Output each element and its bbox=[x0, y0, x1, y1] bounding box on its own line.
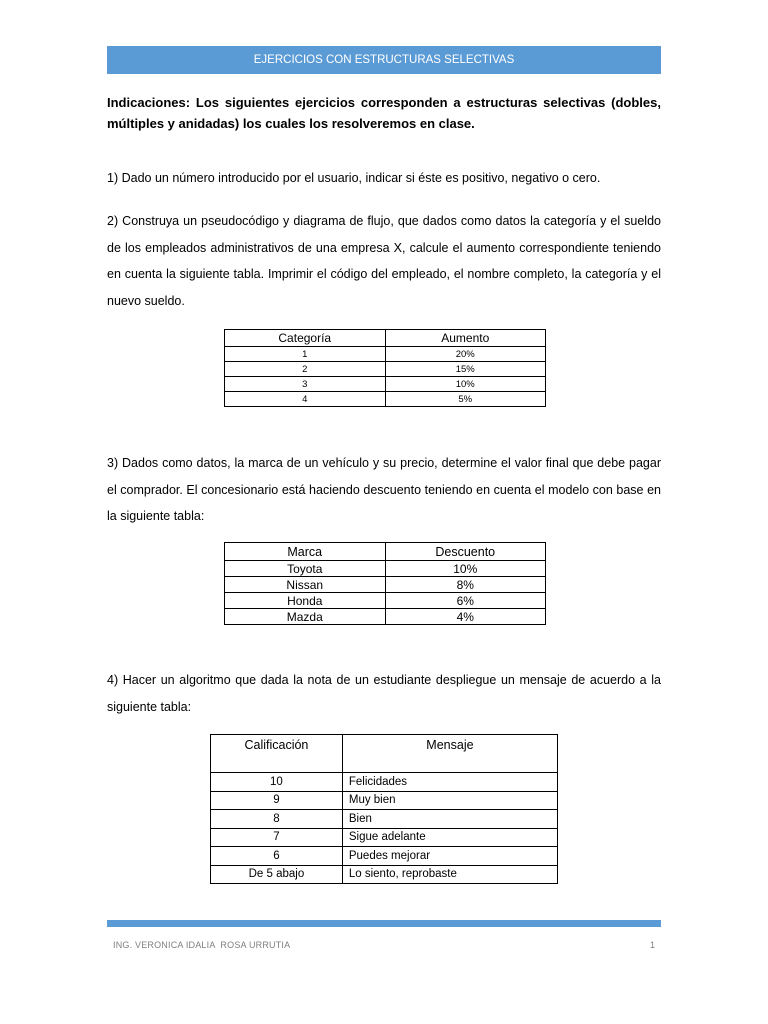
page-number: 1 bbox=[650, 940, 656, 950]
table-row bbox=[225, 362, 546, 377]
table-cell: 6 bbox=[211, 847, 343, 866]
table-cell: 10 bbox=[211, 773, 343, 792]
table-cell: 6% bbox=[385, 593, 546, 609]
table-row bbox=[211, 828, 558, 847]
table-cell: Puedes mejorar bbox=[342, 847, 557, 866]
table-cell: 1 bbox=[225, 347, 386, 362]
footer-divider bbox=[107, 920, 661, 927]
document-title: EJERCICIOS CON ESTRUCTURAS SELECTIVAS bbox=[107, 46, 661, 74]
brand-discount-table bbox=[224, 542, 546, 625]
table-cell: Bien bbox=[342, 810, 557, 829]
table-row bbox=[225, 377, 546, 392]
table-cell: 5% bbox=[385, 392, 546, 407]
table-header-row bbox=[225, 330, 546, 347]
table-header-cell: Marca bbox=[225, 543, 386, 561]
table-cell: 8 bbox=[211, 810, 343, 829]
table-cell: Mazda bbox=[225, 609, 386, 625]
table-row bbox=[225, 561, 546, 577]
table-row bbox=[225, 347, 546, 362]
table-cell: Nissan bbox=[225, 577, 386, 593]
table-cell: Muy bien bbox=[342, 791, 557, 810]
grade-message-table bbox=[210, 734, 558, 884]
exercise-4-text: 4) Hacer un algoritmo que dada la nota de un estudiante despliegue un mensaje de acuerdo a la siguiente tabla: bbox=[107, 673, 661, 714]
table-cell: 10% bbox=[385, 377, 546, 392]
exercise-3-text: 3) Dados como datos, la marca de un vehículo y su precio, determine el valor final que debe pagar el comprador. El concesionario está haciendo descuento teniendo en cuenta el modelo con base en la siguiente tabla: bbox=[107, 456, 661, 523]
table-cell: 4 bbox=[225, 392, 386, 407]
table-cell: 7 bbox=[211, 828, 343, 847]
exercise-2-text: 2) Construya un pseudocódigo y diagrama de flujo, que dados como datos la categoría y el sueldo de los empleados administrativos de una empresa X, calcule el aumento correspondiente teniendo en cuenta la siguiente tabla. Imprimir el código del empleado, el nombre completo, la categoría y el nuevo sueldo. bbox=[107, 214, 661, 308]
table-row bbox=[225, 593, 546, 609]
table-header-cell: Aumento bbox=[385, 330, 546, 347]
table-header-row bbox=[211, 735, 558, 773]
table-cell: Honda bbox=[225, 593, 386, 609]
table-cell: Sigue adelante bbox=[342, 828, 557, 847]
table-cell: Felicidades bbox=[342, 773, 557, 792]
table-cell: Lo siento, reprobaste bbox=[342, 865, 557, 884]
table-cell: De 5 abajo bbox=[211, 865, 343, 884]
table-row bbox=[211, 865, 558, 884]
table-cell: 2 bbox=[225, 362, 386, 377]
table-cell: 10% bbox=[385, 561, 546, 577]
table-row bbox=[211, 810, 558, 829]
table-row bbox=[211, 773, 558, 792]
table-header-cell: Categoría bbox=[225, 330, 386, 347]
exercise-1-text: 1) Dado un número introducido por el usuario, indicar si éste es positivo, negativo o cero. bbox=[107, 171, 601, 185]
table-row bbox=[225, 609, 546, 625]
table-cell: Toyota bbox=[225, 561, 386, 577]
table-cell: 3 bbox=[225, 377, 386, 392]
table-row bbox=[211, 791, 558, 810]
table-cell: 15% bbox=[385, 362, 546, 377]
table-row bbox=[225, 392, 546, 407]
table-cell: 20% bbox=[385, 347, 546, 362]
table-header-cell: Calificación bbox=[211, 735, 343, 773]
table-cell: 8% bbox=[385, 577, 546, 593]
table-cell: 9 bbox=[211, 791, 343, 810]
table-row bbox=[225, 577, 546, 593]
instructions-paragraph: Indicaciones: Los siguientes ejercicios corresponden a estructuras selectivas (dobles, múltiples y anidadas) los cuales los resolveremos en clase. bbox=[107, 95, 661, 131]
table-row bbox=[211, 847, 558, 866]
footer-author: ING. VERONICA IDALIA ROSA URRUTIA bbox=[113, 940, 291, 950]
table-header-row bbox=[225, 543, 546, 561]
table-header-cell: Mensaje bbox=[342, 735, 557, 773]
table-cell: 4% bbox=[385, 609, 546, 625]
category-raise-table bbox=[224, 329, 546, 407]
table-header-cell: Descuento bbox=[385, 543, 546, 561]
